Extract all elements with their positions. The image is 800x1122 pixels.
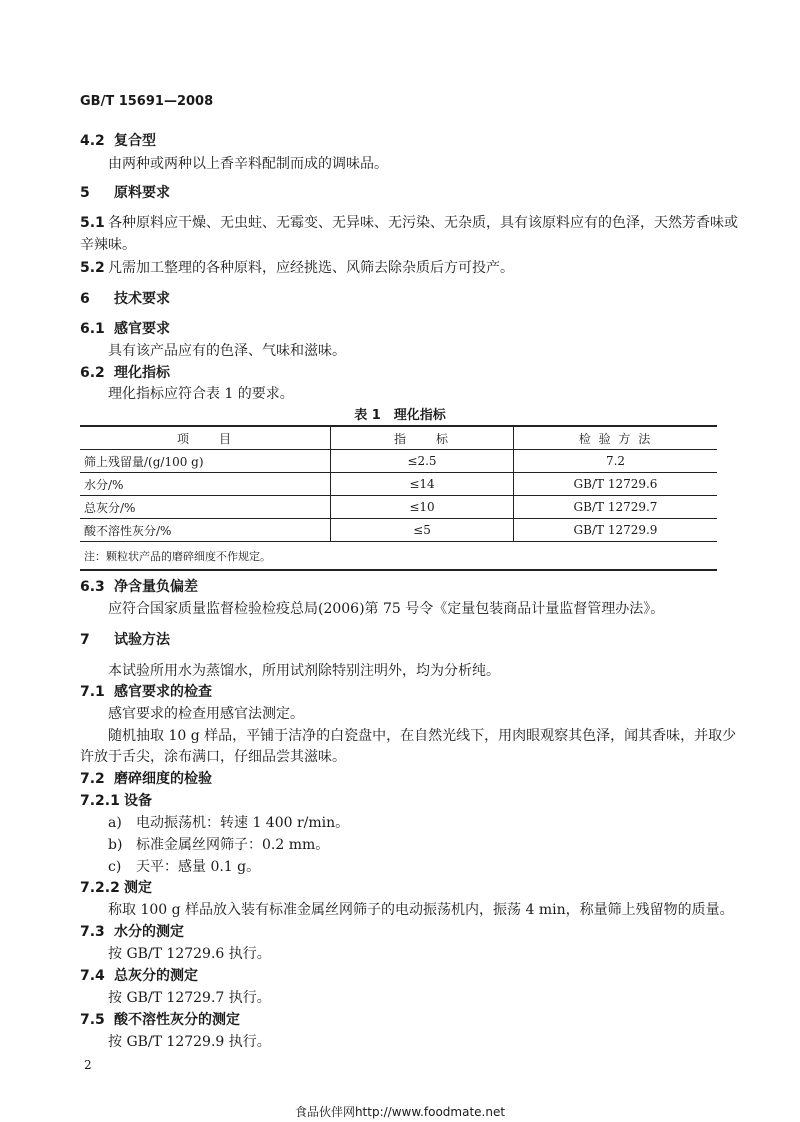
section-title: 复合型	[114, 133, 156, 149]
cell-item: 筛上残留量/(g/100 g)	[80, 450, 331, 473]
table-note-row	[80, 542, 717, 571]
section-7-1-heading	[80, 681, 212, 701]
cell-method: GB/T 12729.7	[514, 496, 718, 519]
section-number: 6.3	[80, 579, 105, 595]
section-title: 净含量负偏差	[114, 579, 198, 595]
section-number: 5.1	[80, 215, 105, 231]
section-7-5-text: 按 GB/T 12729.9 执行。	[108, 1034, 271, 1050]
list-label: c)	[108, 859, 122, 875]
table-row	[80, 450, 717, 473]
table-caption: 表 1 理化指标	[354, 408, 446, 423]
section-title: 总灰分的测定	[114, 968, 198, 984]
section-5-2	[80, 257, 514, 277]
section-title: 磨碎细度的检验	[114, 771, 212, 787]
list-label: a)	[108, 815, 122, 831]
section-6-3-text: 应符合国家质量监督检验检疫总局(2006)第 75 号令《定量包装商品计量监督管理办法》。	[108, 601, 665, 617]
section-number: 6.1	[80, 321, 105, 337]
section-4-2-text: 由两种或两种以上香辛料配制而成的调味品。	[108, 156, 388, 172]
section-number: 6	[80, 291, 90, 307]
list-item	[108, 856, 260, 876]
section-number: 7.3	[80, 924, 105, 940]
section-number: 7.2	[80, 771, 105, 787]
section-title: 酸不溶性灰分的测定	[114, 1012, 240, 1028]
cell-method: 7.2	[514, 450, 718, 473]
list-item	[108, 834, 329, 854]
header-method: 检 验 方 法	[514, 426, 718, 450]
section-title: 测定	[124, 880, 152, 896]
cell-item: 酸不溶性灰分/%	[80, 519, 331, 542]
section-title: 设备	[124, 793, 152, 809]
section-text: 各种原料应干燥、无虫蛀、无霉变、无异味、无污染、无杂质，具有该原料应有的色泽，天然芳香味或	[108, 215, 738, 231]
section-number: 4.2	[80, 133, 105, 149]
specification-table	[80, 425, 717, 571]
section-title: 水分的测定	[114, 924, 184, 940]
section-title: 原料要求	[114, 185, 170, 201]
section-title: 理化指标	[114, 365, 170, 381]
table-row	[80, 519, 717, 542]
section-6-3-heading	[80, 576, 198, 596]
section-number: 7.2.2	[80, 880, 120, 896]
section-4-2-heading	[80, 130, 156, 150]
page-number: 2	[84, 1058, 92, 1072]
section-title: 感官要求	[114, 321, 170, 337]
cell-value: ≤10	[331, 496, 514, 519]
cell-method: GB/T 12729.6	[514, 473, 718, 496]
section-number: 7.4	[80, 968, 105, 984]
cell-value: ≤14	[331, 473, 514, 496]
section-7-2-2-heading	[80, 877, 152, 897]
section-5-1-line1	[80, 212, 738, 232]
section-7-2-heading	[80, 768, 212, 788]
section-7-3-heading	[80, 921, 184, 941]
section-7-text: 本试验所用水为蒸馏水，所用试剂除特别注明外，均为分析纯。	[108, 663, 500, 679]
section-text: 凡需加工整理的各种原料，应经挑选、风筛去除杂质后方可投产。	[108, 260, 514, 276]
section-7-1-text1: 感官要求的检查用感官法测定。	[108, 706, 304, 722]
header-value: 指 标	[331, 426, 514, 450]
list-text: 电动振荡机：转速 1 400 r/min。	[136, 815, 350, 831]
list-item	[108, 812, 349, 832]
section-title: 试验方法	[114, 632, 170, 648]
section-7-heading	[80, 629, 170, 649]
table-note: 注：颗粒状产品的磨碎细度不作规定。	[80, 542, 717, 571]
standard-header: GB/T 15691—2008	[80, 94, 214, 109]
section-6-1-heading	[80, 318, 170, 338]
section-7-2-2-text: 称取 100 g 样品放入装有标准金属丝网筛子的电动振荡机内，振荡 4 min，称量筛上残留物的质量。	[108, 902, 734, 918]
cell-item: 总灰分/%	[80, 496, 331, 519]
section-number: 7.2.1	[80, 793, 120, 809]
section-7-3-text: 按 GB/T 12729.6 执行。	[108, 946, 271, 962]
section-7-4-heading	[80, 965, 198, 985]
section-number: 7	[80, 632, 90, 648]
section-7-2-1-heading	[80, 790, 152, 810]
section-7-4-text: 按 GB/T 12729.7 执行。	[108, 990, 271, 1006]
section-number: 5.2	[80, 260, 105, 276]
header-item: 项 目	[80, 426, 331, 450]
list-text: 标准金属丝网筛子：0.2 mm。	[136, 837, 330, 853]
cell-value: ≤5	[331, 519, 514, 542]
section-number: 5	[80, 185, 90, 201]
list-text: 天平：感量 0.1 g。	[136, 859, 261, 875]
section-6-1-text: 具有该产品应有的色泽、气味和滋味。	[108, 343, 346, 359]
section-title: 技术要求	[114, 291, 170, 307]
section-number: 6.2	[80, 365, 105, 381]
section-5-1-line2: 辛辣味。	[80, 237, 136, 253]
section-title: 感官要求的检查	[114, 684, 212, 700]
footer-watermark: 食品伙伴网http://www.foodmate.net	[294, 1105, 506, 1119]
cell-method: GB/T 12729.9	[514, 519, 718, 542]
section-7-1-text2: 随机抽取 10 g 样品，平铺于洁净的白瓷盘中，在自然光线下，用肉眼观察其色泽，闻其香味，并取少	[108, 728, 737, 744]
cell-item: 水分/%	[80, 473, 331, 496]
section-5-heading	[80, 182, 170, 202]
section-number: 7.5	[80, 1012, 105, 1028]
section-6-heading	[80, 288, 170, 308]
section-6-2-text: 理化指标应符合表 1 的要求。	[108, 386, 294, 402]
table-row	[80, 496, 717, 519]
cell-value: ≤2.5	[331, 450, 514, 473]
table-row	[80, 473, 717, 496]
section-7-5-heading	[80, 1009, 240, 1029]
section-6-2-heading	[80, 362, 170, 382]
table-header-row	[80, 426, 717, 450]
list-label: b)	[108, 837, 123, 853]
section-7-1-text3: 许放于舌尖，涂布满口，仔细品尝其滋味。	[80, 749, 346, 765]
section-number: 7.1	[80, 684, 105, 700]
